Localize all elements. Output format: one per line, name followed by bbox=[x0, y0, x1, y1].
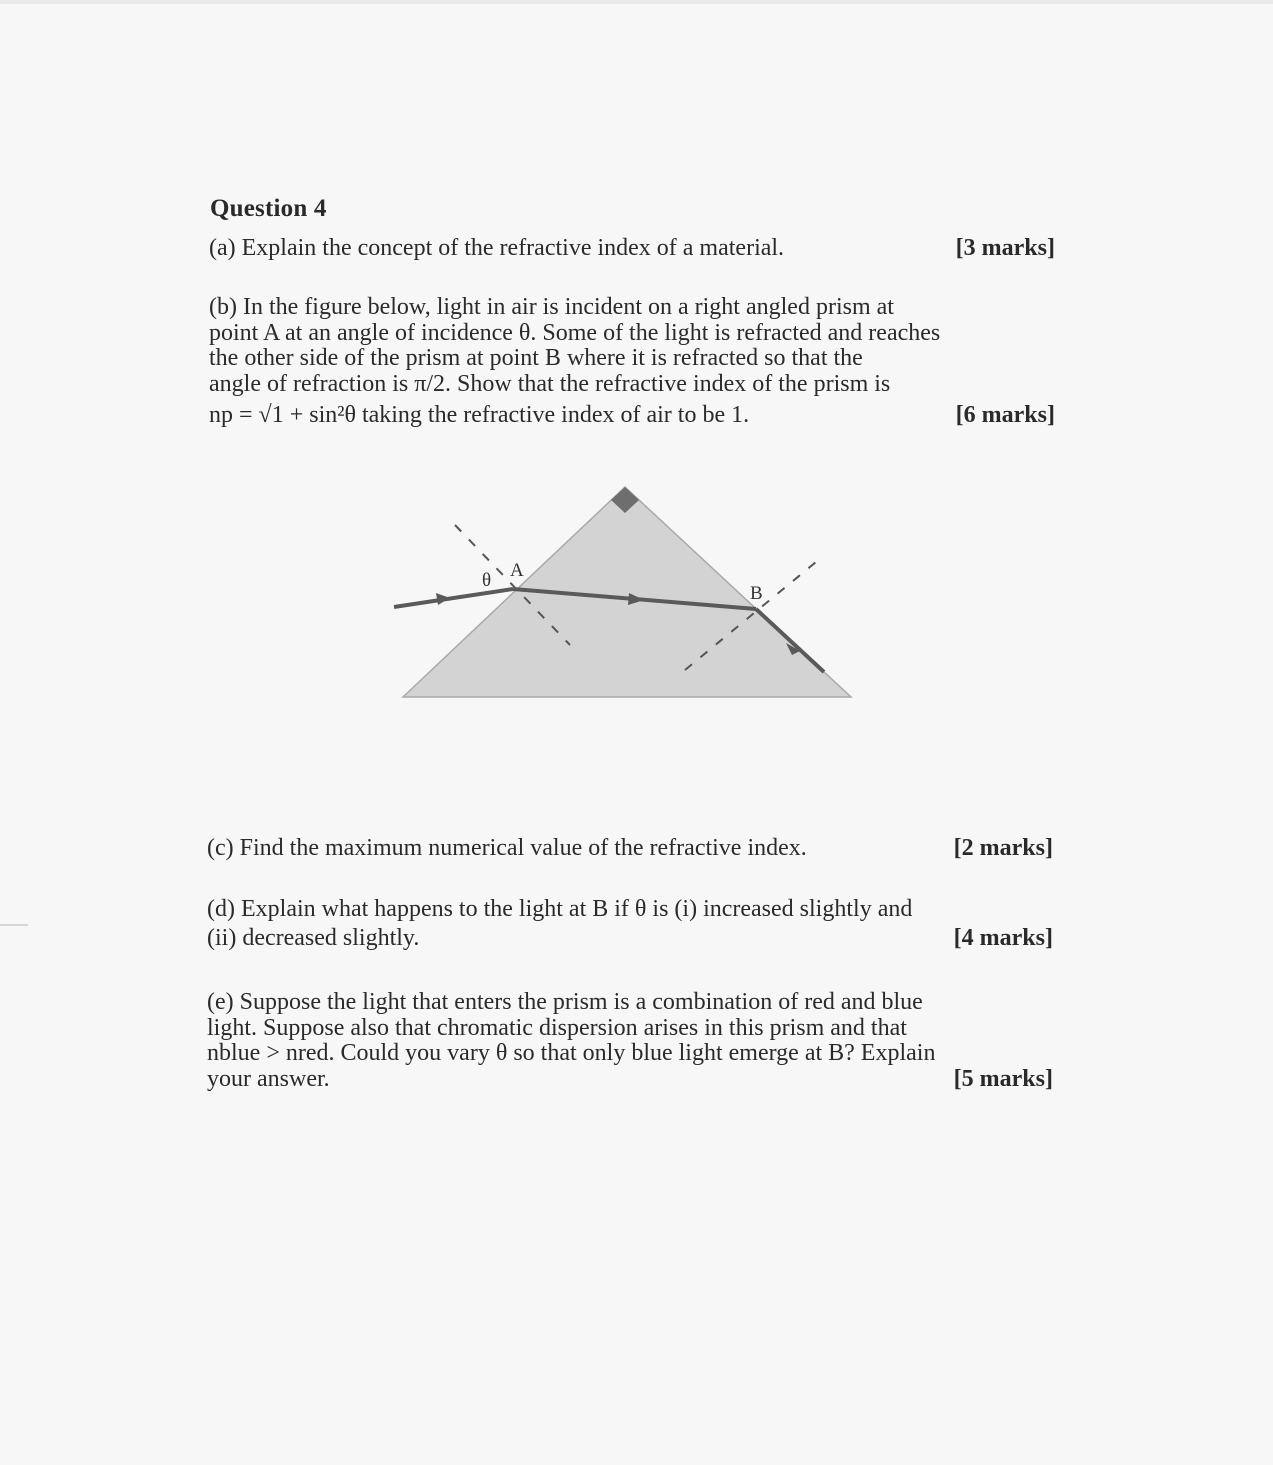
part-d-line-2-row bbox=[207, 926, 1053, 952]
part-b-line-4: angle of refraction is π/2. Show that the refractive index of the prism is bbox=[209, 370, 891, 397]
part-c bbox=[207, 835, 1053, 861]
part-e-line-1: (e) Suppose the light that enters the prism is a combination of red and blue bbox=[207, 989, 923, 1015]
part-e-line-4-row bbox=[207, 1067, 1053, 1093]
part-d-marks: [4 marks] bbox=[953, 924, 1053, 951]
part-e bbox=[207, 990, 1053, 1092]
part-e-line-3: nblue > nred. Could you vary θ so that only blue light emerge at B? Explain bbox=[207, 1040, 936, 1066]
page-top-edge bbox=[0, 0, 1273, 4]
part-a bbox=[209, 235, 1055, 261]
part-e-line-4: your answer. bbox=[207, 1065, 330, 1092]
incident-ray-arrow bbox=[436, 593, 450, 605]
prism-figure bbox=[380, 475, 880, 715]
part-c-text: (c) Find the maximum numerical value of the refractive index. bbox=[207, 835, 807, 861]
part-b-line-1: (b) In the figure below, light in air is incident on a right angled prism at bbox=[209, 294, 894, 320]
part-a-marks: [3 marks] bbox=[955, 235, 1055, 261]
margin-mark bbox=[0, 924, 28, 926]
part-d-line-1: (d) Explain what happens to the light at B if θ is (i) increased slightly and bbox=[207, 896, 913, 922]
incident-ray bbox=[394, 589, 513, 607]
part-d-line-2: (ii) decreased slightly. bbox=[207, 924, 420, 951]
part-b-line-2: point A at an angle of incidence θ. Some of the light is refracted and reaches bbox=[209, 319, 941, 346]
part-a-text: (a) Explain the concept of the refractive index of a material. bbox=[209, 235, 785, 261]
part-b-line-5-row bbox=[209, 403, 1055, 429]
part-b-marks: [6 marks] bbox=[955, 402, 1055, 428]
prism-triangle bbox=[403, 487, 851, 697]
part-b bbox=[209, 295, 1055, 429]
label-b: B bbox=[750, 583, 763, 604]
part-c-marks: [2 marks] bbox=[953, 835, 1053, 861]
part-d bbox=[207, 897, 1053, 951]
question-title: Question 4 bbox=[210, 195, 327, 222]
part-e-marks: [5 marks] bbox=[953, 1065, 1053, 1092]
label-theta: θ bbox=[482, 570, 492, 591]
label-a: A bbox=[510, 560, 524, 581]
part-b-line-5: np = √1 + sin²θ taking the refractive index of air to be 1. bbox=[209, 402, 750, 428]
part-e-line-2: light. Suppose also that chromatic dispersion arises in this prism and that bbox=[207, 1014, 907, 1041]
part-b-line-3: the other side of the prism at point B where it is refracted so that the bbox=[209, 345, 863, 371]
